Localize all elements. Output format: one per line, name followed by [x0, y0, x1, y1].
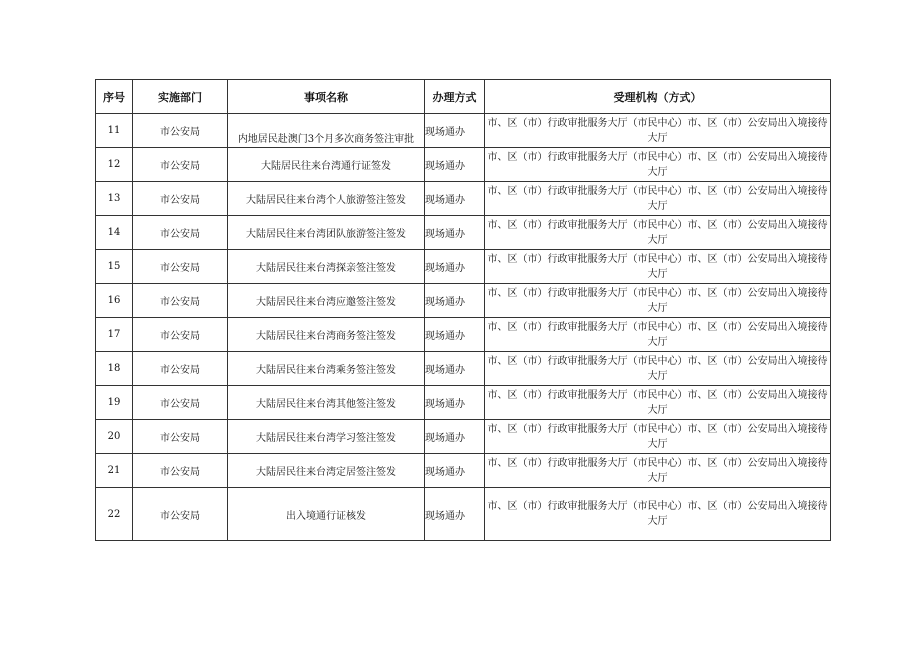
row-number: 15	[96, 250, 133, 284]
table-row	[96, 386, 831, 420]
table-row	[96, 352, 831, 386]
row-organization: 市、区（市）行政审批服务大厅（市民中心）市、区（市）公安局出入境接待大厅	[485, 216, 831, 250]
table-row	[96, 488, 831, 541]
row-number: 16	[96, 284, 133, 318]
row-method: 现场通办	[425, 454, 485, 488]
service-table	[95, 79, 831, 541]
row-organization: 市、区（市）行政审批服务大厅（市民中心）市、区（市）公安局出入境接待大厅	[485, 148, 831, 182]
row-item-name: 大陆居民往来台湾个人旅游签注签发	[228, 182, 425, 216]
row-number: 14	[96, 216, 133, 250]
row-department: 市公安局	[133, 216, 228, 250]
row-department: 市公安局	[133, 386, 228, 420]
row-organization: 市、区（市）行政审批服务大厅（市民中心）市、区（市）公安局出入境接待大厅	[485, 420, 831, 454]
row-method: 现场通办	[425, 148, 485, 182]
row-method: 现场通办	[425, 488, 485, 541]
row-department: 市公安局	[133, 182, 228, 216]
row-department: 市公安局	[133, 250, 228, 284]
row-organization: 市、区（市）行政审批服务大厅（市民中心）市、区（市）公安局出入境接待大厅	[485, 352, 831, 386]
header-organization: 受理机构（方式）	[485, 80, 831, 114]
row-number: 21	[96, 454, 133, 488]
row-department: 市公安局	[133, 420, 228, 454]
row-department: 市公安局	[133, 284, 228, 318]
header-item-name: 事项名称	[228, 80, 425, 114]
row-organization: 市、区（市）行政审批服务大厅（市民中心）市、区（市）公安局出入境接待大厅	[485, 454, 831, 488]
row-organization: 市、区（市）行政审批服务大厅（市民中心）市、区（市）公安局出入境接待大厅	[485, 488, 831, 541]
row-department: 市公安局	[133, 352, 228, 386]
row-method: 现场通办	[425, 352, 485, 386]
table-row	[96, 114, 831, 148]
row-number: 11	[96, 114, 133, 148]
header-method: 办理方式	[425, 80, 485, 114]
row-item-name: 大陆居民往来台湾乘务签注签发	[228, 352, 425, 386]
row-method: 现场通办	[425, 318, 485, 352]
row-method: 现场通办	[425, 182, 485, 216]
row-method: 现场通办	[425, 284, 485, 318]
row-department: 市公安局	[133, 318, 228, 352]
header-department: 实施部门	[133, 80, 228, 114]
table-header-row	[96, 80, 831, 114]
row-item-name: 内地居民赴澳门3个月多次商务签注审批	[228, 114, 425, 148]
table-row	[96, 216, 831, 250]
row-organization: 市、区（市）行政审批服务大厅（市民中心）市、区（市）公安局出入境接待大厅	[485, 318, 831, 352]
row-method: 现场通办	[425, 250, 485, 284]
row-item-name: 大陆居民往来台湾商务签注签发	[228, 318, 425, 352]
row-number: 18	[96, 352, 133, 386]
table-row	[96, 420, 831, 454]
row-organization: 市、区（市）行政审批服务大厅（市民中心）市、区（市）公安局出入境接待大厅	[485, 114, 831, 148]
table-row	[96, 182, 831, 216]
row-method: 现场通办	[425, 420, 485, 454]
row-item-name: 大陆居民往来台湾定居签注签发	[228, 454, 425, 488]
row-item-name: 大陆居民往来台湾团队旅游签注签发	[228, 216, 425, 250]
table-row	[96, 148, 831, 182]
header-number: 序号	[96, 80, 133, 114]
row-item-name: 大陆居民往来台湾探亲签注签发	[228, 250, 425, 284]
row-number: 13	[96, 182, 133, 216]
table-row	[96, 318, 831, 352]
row-method: 现场通办	[425, 386, 485, 420]
row-number: 12	[96, 148, 133, 182]
row-department: 市公安局	[133, 488, 228, 541]
row-item-name: 大陆居民往来台湾学习签注签发	[228, 420, 425, 454]
table-row	[96, 250, 831, 284]
row-department: 市公安局	[133, 148, 228, 182]
row-method: 现场通办	[425, 216, 485, 250]
row-number: 20	[96, 420, 133, 454]
row-item-name: 大陆居民往来台湾其他签注签发	[228, 386, 425, 420]
row-number: 19	[96, 386, 133, 420]
table-row	[96, 284, 831, 318]
row-item-name: 大陆居民往来台湾通行证签发	[228, 148, 425, 182]
row-department: 市公安局	[133, 114, 228, 148]
row-number: 17	[96, 318, 133, 352]
row-method: 现场通办	[425, 114, 485, 148]
row-organization: 市、区（市）行政审批服务大厅（市民中心）市、区（市）公安局出入境接待大厅	[485, 284, 831, 318]
row-item-name: 大陆居民往来台湾应邀签注签发	[228, 284, 425, 318]
row-organization: 市、区（市）行政审批服务大厅（市民中心）市、区（市）公安局出入境接待大厅	[485, 386, 831, 420]
row-department: 市公安局	[133, 454, 228, 488]
row-organization: 市、区（市）行政审批服务大厅（市民中心）市、区（市）公安局出入境接待大厅	[485, 250, 831, 284]
row-number: 22	[96, 488, 133, 541]
table-row	[96, 454, 831, 488]
row-item-name: 出入境通行证核发	[228, 488, 425, 541]
row-organization: 市、区（市）行政审批服务大厅（市民中心）市、区（市）公安局出入境接待大厅	[485, 182, 831, 216]
